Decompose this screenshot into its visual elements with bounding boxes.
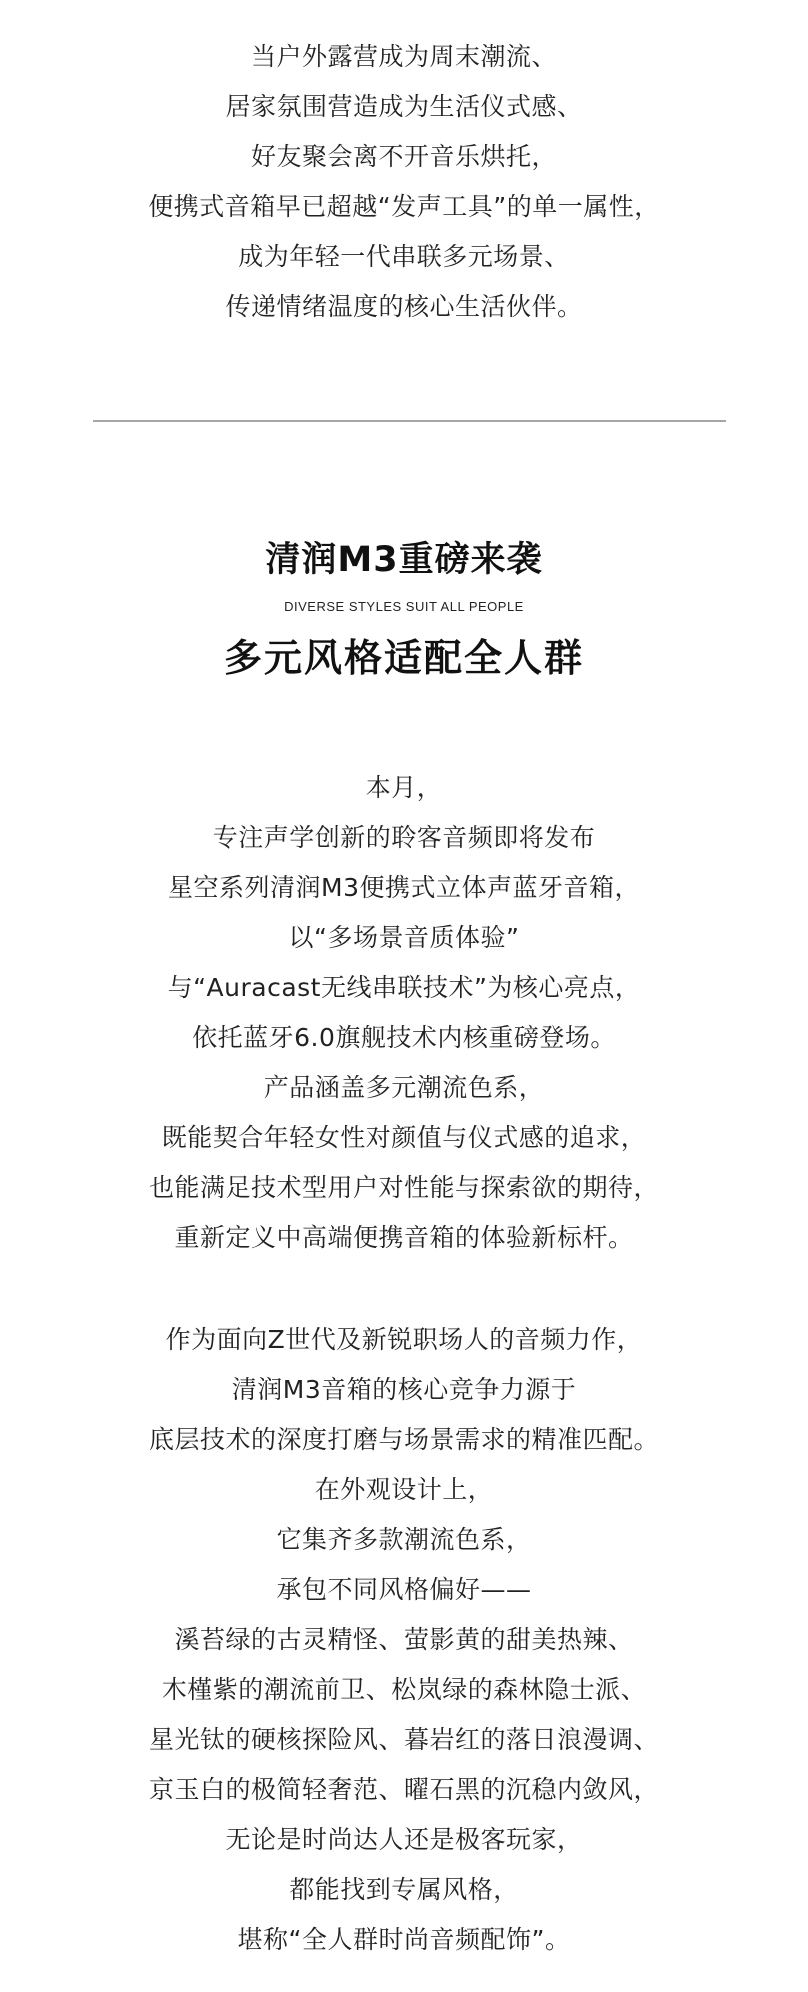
- body-line: 京玉白的极简轻奢范、曜石黑的沉稳内敛风，: [148, 1775, 659, 1804]
- section-divider: [93, 420, 726, 422]
- body-line: 作为面向Z世代及新锐职场人的音频力作，: [165, 1325, 643, 1354]
- section-subtitle: 多元风格适配全人群: [223, 636, 584, 680]
- body-line: 产品涵盖多元潮流色系，: [263, 1073, 545, 1102]
- intro-line: 好友聚会离不开音乐烘托，: [250, 142, 557, 171]
- body-line: 以“多场景音质体验”: [288, 923, 520, 952]
- body-line: 承包不同风格偏好——: [276, 1575, 532, 1604]
- intro-line: 当户外露营成为周末潮流、: [250, 42, 557, 71]
- body-line: 底层技术的深度打磨与场景需求的精准匹配。: [148, 1425, 659, 1454]
- intro-paragraph: [0, 32, 808, 332]
- body-line: 星光钛的硬核探险风、暮岩红的落日浪漫调、: [148, 1725, 659, 1754]
- body-line: 既能契合年轻女性对颜值与仪式感的追求，: [161, 1123, 647, 1152]
- body-paragraph-2: [0, 1315, 808, 1965]
- body-paragraph-1: [0, 763, 808, 1263]
- body-line: 清润M3音箱的核心竞争力源于: [231, 1375, 577, 1404]
- body-line: 本月，: [365, 773, 443, 802]
- intro-line: 便携式音箱早已超越“发声工具”的单一属性，: [148, 192, 660, 221]
- body-line: 在外观设计上，: [314, 1475, 494, 1504]
- intro-line: 成为年轻一代串联多元场景、: [238, 242, 570, 271]
- body-line: 木槿紫的潮流前卫、松岚绿的森林隐士派、: [161, 1675, 647, 1704]
- body-line: 溪苔绿的古灵精怪、萤影黄的甜美热辣、: [174, 1625, 634, 1654]
- body-line: 无论是时尚达人还是极客玩家，: [225, 1825, 583, 1854]
- body-line: 与“Auracast无线串联技术”为核心亮点，: [167, 973, 641, 1002]
- body-line: 它集齐多款潮流色系，: [276, 1525, 532, 1554]
- section-title: 清润M3重磅来袭: [265, 540, 543, 580]
- body-line: 专注声学创新的聆客音频即将发布: [212, 823, 596, 852]
- body-line: 星空系列清润M3便携式立体声蓝牙音箱，: [168, 873, 640, 902]
- body-line: 也能满足技术型用户对性能与探索欲的期待，: [148, 1173, 659, 1202]
- intro-line: 传递情绪温度的核心生活伙伴。: [225, 292, 583, 321]
- body-line: 都能找到专属风格，: [289, 1875, 519, 1904]
- body-line: 依托蓝牙6.0旗舰技术内核重磅登场。: [192, 1023, 616, 1052]
- body-line: 堪称“全人群时尚音频配饰”。: [237, 1925, 571, 1954]
- section-subtitle-english: DIVERSE STYLES SUIT ALL PEOPLE: [284, 599, 524, 614]
- intro-line: 居家氛围营造成为生活仪式感、: [225, 92, 583, 121]
- body-line: 重新定义中高端便携音箱的体验新标杆。: [174, 1223, 634, 1252]
